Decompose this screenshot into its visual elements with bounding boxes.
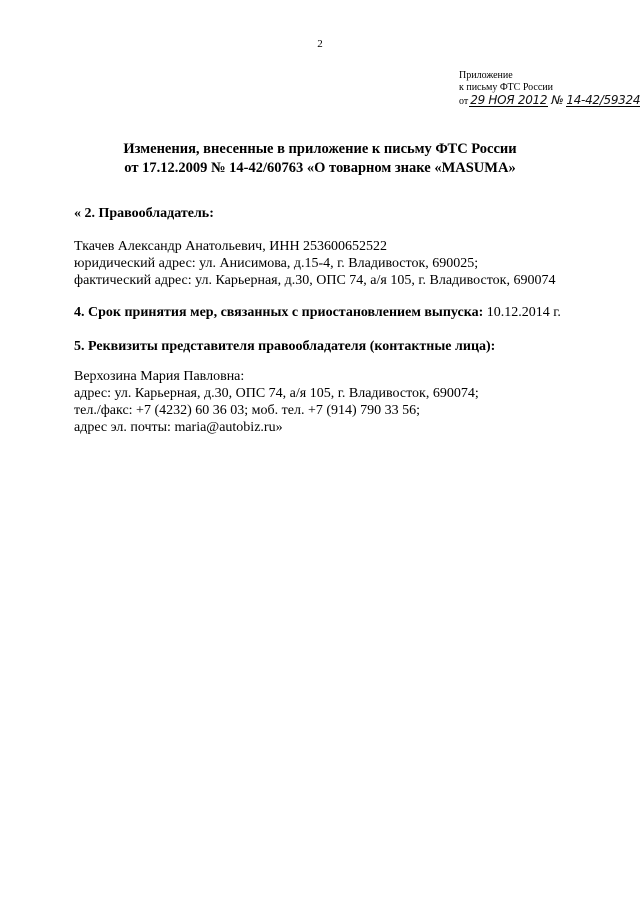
appendix-letter-ref: к письму ФТС России	[459, 82, 553, 93]
representative-address: адрес: ул. Карьерная, д.30, ОПС 74, а/я 105, г. Владивосток, 690074;	[74, 386, 479, 401]
section-5-title: 5. Реквизиты представителя правообладателя (контактные лица):	[74, 339, 496, 354]
section-2-title: « 2. Правообладатель:	[74, 206, 214, 221]
section-4	[74, 304, 561, 321]
representative-phones: тел./факс: +7 (4232) 60 36 03; моб. тел. +7 (914) 790 33 56;	[74, 403, 421, 418]
section-5-heading	[74, 338, 495, 355]
page-number: 2	[317, 38, 323, 50]
section-4-date: 10.12.2014 г.	[483, 305, 561, 320]
appendix-from-prefix: от	[459, 96, 469, 107]
section-4-heading: 4. Срок принятия мер, связанных с приостановлением выпуска:	[74, 305, 484, 320]
appendix-handwritten-ref	[459, 94, 640, 110]
appendix-label: Приложение	[459, 70, 513, 81]
section-2-body	[74, 238, 555, 289]
number-sign: №	[551, 93, 564, 107]
handwritten-letter-number: 14-42/59324	[566, 93, 640, 107]
section-2-heading	[74, 205, 214, 222]
rightholder-legal-address: юридический адрес: ул. Анисимова, д.15-4, г. Владивосток, 690025;	[74, 256, 479, 271]
rightholder-name: Ткачев Александр Анатольевич, ИНН 253600652522	[74, 239, 388, 254]
handwritten-date: 29 НОЯ 2012	[470, 93, 548, 107]
section-4-line	[74, 304, 561, 321]
document-title	[0, 140, 640, 178]
rightholder-actual-address: фактический адрес: ул. Карьерная, д.30, ОПС 74, а/я 105, г. Владивосток, 690074	[74, 273, 556, 288]
title-line-2: от 17.12.2009 № 14-42/60763 «О товарном знаке «MASUMA»	[124, 160, 516, 176]
representative-email: адрес эл. почты: maria@autobiz.ru»	[74, 420, 283, 435]
representative-name: Верхозина Мария Павловна:	[74, 369, 245, 384]
title-line-1: Изменения, внесенные в приложение к письму ФТС России	[123, 141, 517, 157]
appendix-stamp	[459, 70, 640, 110]
section-5-body	[74, 368, 479, 436]
